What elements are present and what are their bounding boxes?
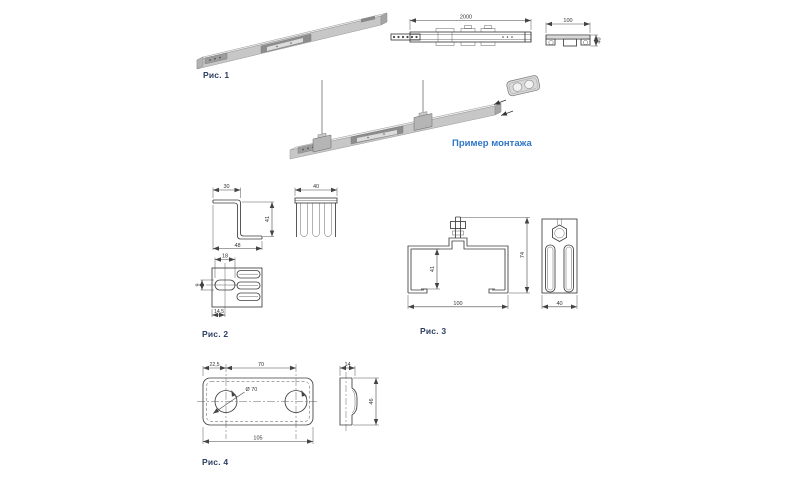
dim-section-width-value: 100 xyxy=(563,18,573,24)
dim-depth xyxy=(542,295,577,309)
mounting-caption: Пример монтажа xyxy=(452,138,532,149)
dim-length xyxy=(203,427,313,444)
fig2-bracket-drawing xyxy=(190,183,350,331)
fig4-plate-drawing xyxy=(195,360,390,452)
dim-base-width-value: 48 xyxy=(234,242,241,249)
dim-length-value: 2000 xyxy=(459,14,473,21)
dim-hole-diameter xyxy=(213,387,257,414)
dim-hole-offset xyxy=(212,309,225,317)
fig1-label: Рис. 1 xyxy=(203,70,230,80)
bracket-front-view xyxy=(295,198,337,237)
bracket-plan-view xyxy=(206,263,262,312)
dim-hole-offset-value: 14,5 xyxy=(213,309,225,315)
plate-front-view xyxy=(197,364,319,439)
rail-3d xyxy=(197,13,387,69)
end-plate-3d xyxy=(506,75,541,97)
dim-inner-height xyxy=(413,249,440,289)
dim-hole-edge-offset xyxy=(203,362,226,376)
dim-width-value: 100 xyxy=(453,300,463,307)
dim-length-value: 105 xyxy=(253,435,263,442)
rail-side-view xyxy=(391,26,531,46)
dim-height-value: 46 xyxy=(369,398,375,405)
bracket-side-view xyxy=(213,200,262,239)
dim-total-height-value: 74 xyxy=(520,251,526,259)
dim-hole-spacing-value: 70 xyxy=(257,362,265,369)
dim-height xyxy=(242,202,274,237)
dim-length xyxy=(410,15,531,31)
dim-thickness xyxy=(340,362,355,376)
dim-width xyxy=(408,295,508,309)
rail-section-view xyxy=(546,35,590,46)
clamp-front-view xyxy=(408,217,508,293)
mounting-example-drawing xyxy=(280,70,542,165)
dim-thickness-value: 14 xyxy=(344,362,351,369)
fig3-label: Рис. 3 xyxy=(420,326,447,336)
clamp-side-view xyxy=(542,219,577,293)
dim-front-width xyxy=(295,184,337,196)
dim-depth-value: 40 xyxy=(556,300,563,307)
dim-inner-height-value: 41 xyxy=(430,265,436,273)
fig2-label: Рис. 2 xyxy=(202,329,229,339)
dim-total-height xyxy=(461,218,530,294)
dim-height-value: 41 xyxy=(265,215,271,223)
dim-section-height-value: 40 xyxy=(596,37,603,44)
dim-slot-height-value: 9 xyxy=(195,283,202,287)
dim-hole-spacing xyxy=(226,362,296,368)
fig1-rail-3d-drawing xyxy=(185,2,395,74)
dim-flange-width-value: 30 xyxy=(223,184,230,190)
fig1-dimension-drawing xyxy=(388,13,603,61)
fig4-label: Рис. 4 xyxy=(202,457,229,467)
dim-front-width-value: 40 xyxy=(312,184,320,190)
dim-hole-edge-offset-value: 22,5 xyxy=(209,362,220,369)
plate-side-view xyxy=(340,372,357,431)
dim-flange-width xyxy=(213,184,241,198)
dim-hole-diameter-value: Ø 70 xyxy=(245,387,258,393)
dim-section-width xyxy=(546,18,590,33)
dim-slot-width-value: 18 xyxy=(221,253,229,260)
dim-section-height xyxy=(591,35,603,46)
fig3-clamp-drawing xyxy=(405,205,590,333)
